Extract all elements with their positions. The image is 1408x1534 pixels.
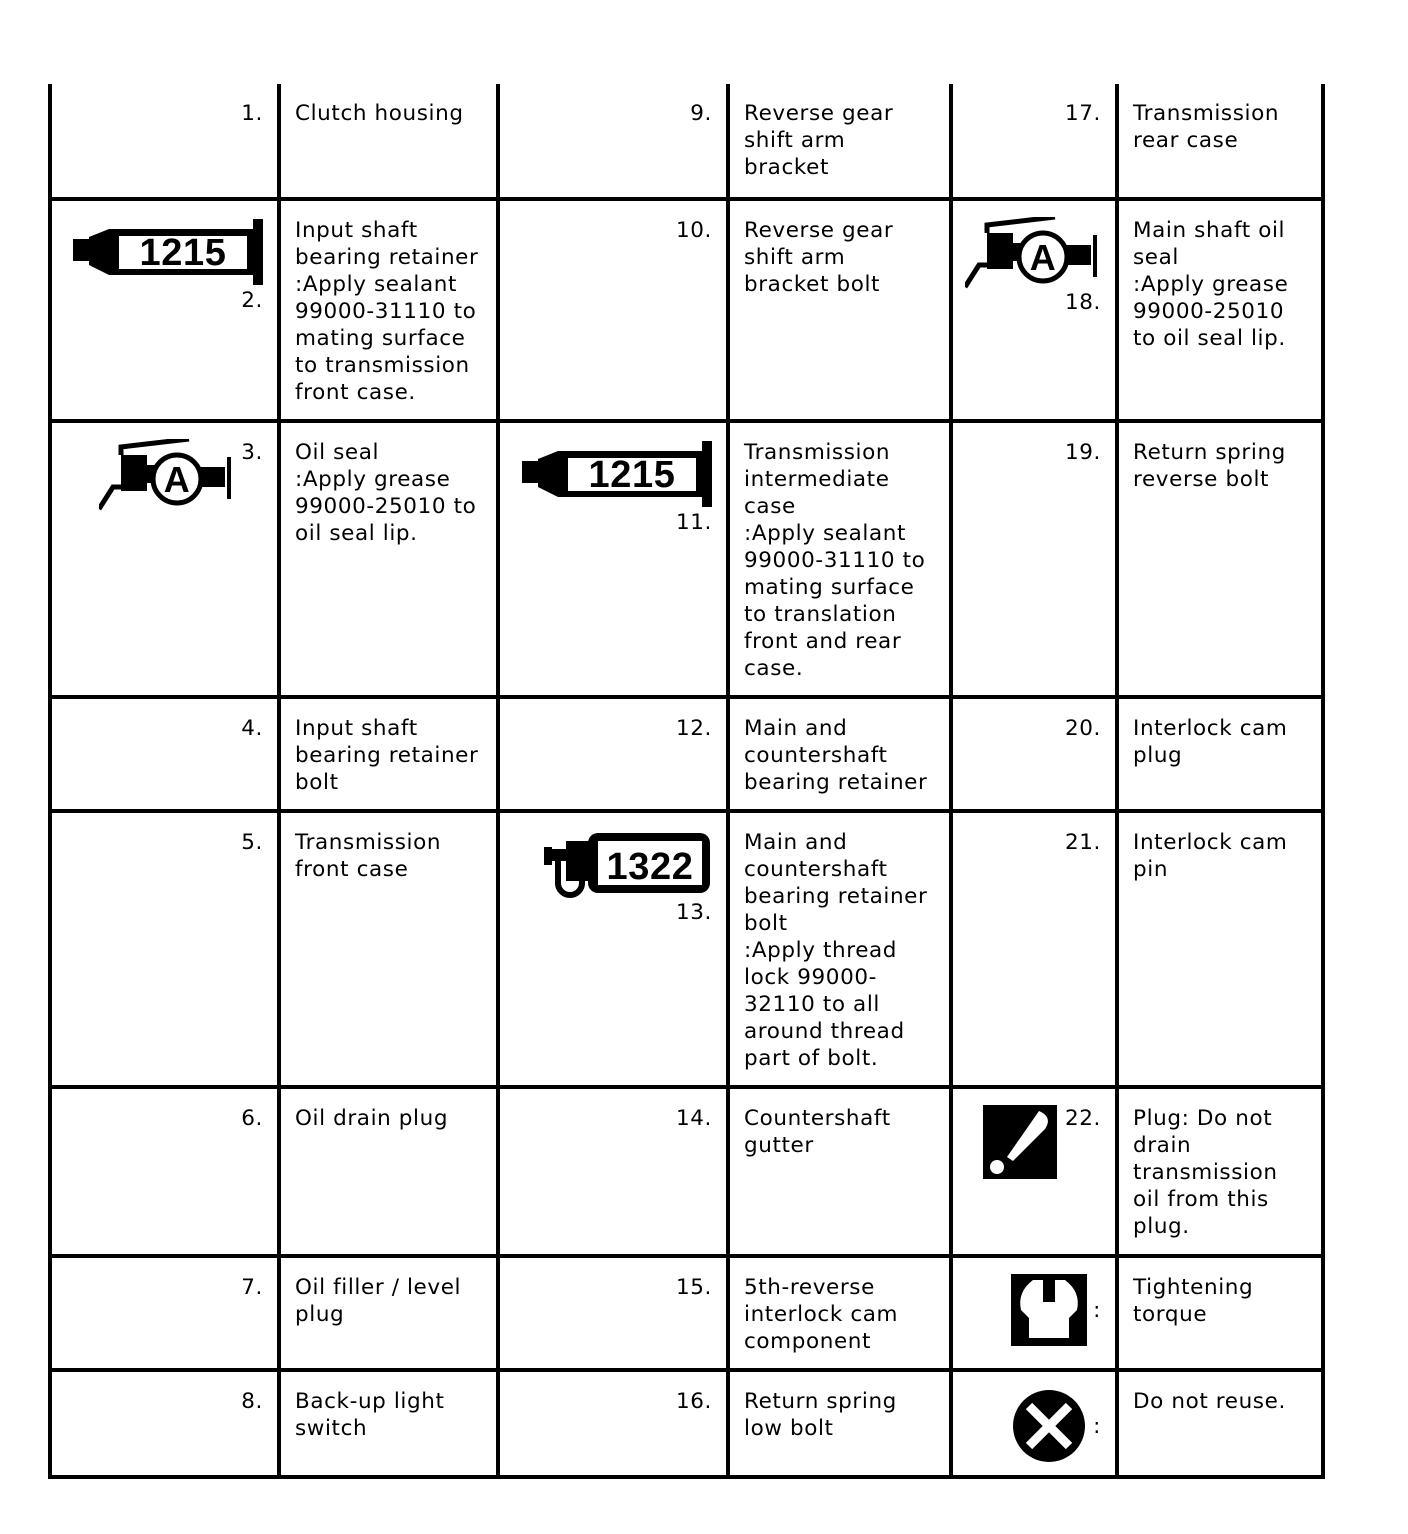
item-description-cell — [1117, 1370, 1323, 1477]
item-number: : — [1093, 1297, 1101, 1323]
item-number-cell — [951, 1256, 1117, 1370]
description-line: Back-up light — [295, 1389, 445, 1414]
table-row — [50, 84, 1323, 199]
item-number-cell — [50, 1087, 279, 1256]
description-line: 99000-31110 to — [295, 299, 477, 324]
description-line: Tightening — [1133, 1275, 1254, 1300]
item-description-cell — [279, 1087, 498, 1256]
description-line: seal — [1133, 245, 1179, 270]
description-line: Clutch housing — [295, 101, 464, 126]
item-description-cell — [728, 1370, 951, 1477]
table-row — [50, 697, 1323, 811]
description-line: :Apply sealant — [295, 272, 457, 297]
item-number-cell — [498, 199, 728, 421]
item-number: 1. — [241, 101, 263, 126]
item-number: 20. — [1065, 716, 1101, 741]
description-line: Reverse gear — [744, 101, 894, 126]
description-line: bearing retainer — [744, 770, 928, 795]
item-description — [744, 1388, 935, 1442]
item-description-cell — [728, 84, 951, 199]
item-number: 14. — [676, 1106, 712, 1131]
description-line: to transmission — [295, 353, 470, 378]
description-line: bracket — [744, 155, 830, 180]
item-number-cell — [951, 1370, 1117, 1477]
description-line: 32110 to all — [744, 992, 880, 1017]
description-line: to oil seal lip. — [1133, 326, 1286, 351]
description-line: intermediate — [744, 467, 890, 492]
description-line: around thread — [744, 1019, 905, 1044]
item-description — [295, 1274, 482, 1328]
description-line: 5th-reverse — [744, 1275, 875, 1300]
description-line: Interlock cam — [1133, 830, 1288, 855]
description-line: bearing retainer — [295, 743, 479, 768]
description-line: bolt — [744, 911, 788, 936]
description-line: Input shaft — [295, 218, 418, 243]
item-number-cell — [498, 84, 728, 199]
item-number-cell — [951, 811, 1117, 1087]
grease-gun-icon — [965, 217, 1101, 289]
parts-legend-table — [48, 84, 1325, 1479]
table-row — [50, 199, 1323, 421]
description-line: Countershaft — [744, 1106, 891, 1131]
table-row — [50, 421, 1323, 697]
item-number: 22. — [1065, 1106, 1101, 1131]
table-row — [50, 1370, 1323, 1477]
item-number: 17. — [1065, 101, 1101, 126]
item-number-cell — [498, 811, 728, 1087]
item-description — [1133, 1388, 1307, 1415]
svg-text:1322: 1322 — [606, 846, 694, 888]
item-description — [295, 1388, 482, 1442]
item-description — [1133, 217, 1307, 352]
description-line: 99000-25010 to — [295, 494, 477, 519]
description-line: front case — [295, 857, 409, 882]
description-line: gutter — [744, 1133, 814, 1158]
thread-lock-tube-icon — [544, 827, 712, 899]
item-number-cell — [498, 1087, 728, 1256]
description-line: :Apply grease — [295, 467, 451, 492]
description-line: reverse bolt — [1133, 467, 1270, 492]
item-description — [744, 1105, 935, 1159]
description-line: low bolt — [744, 1416, 834, 1441]
item-number: 7. — [241, 1275, 263, 1300]
item-description-cell — [279, 1370, 498, 1477]
description-line: bearing retainer — [744, 884, 928, 909]
grease-gun-icon — [99, 439, 235, 511]
description-line: component — [744, 1329, 872, 1354]
item-number-cell — [951, 1087, 1117, 1256]
item-description-cell — [279, 84, 498, 199]
wrench-icon — [1011, 1274, 1087, 1346]
description-line: plug — [295, 1302, 345, 1327]
item-number: 11. — [676, 510, 712, 535]
item-description-cell — [279, 1256, 498, 1370]
item-description-cell — [1117, 199, 1323, 421]
item-number: 16. — [676, 1389, 712, 1414]
item-number-cell — [498, 421, 728, 697]
item-description — [744, 715, 935, 796]
item-number: 3. — [241, 440, 263, 465]
table-row — [50, 1256, 1323, 1370]
item-description — [744, 829, 935, 1072]
do-not-reuse-icon — [1011, 1388, 1087, 1464]
description-line: Input shaft — [295, 716, 418, 741]
description-line: Return spring — [744, 1389, 897, 1414]
item-number-cell — [50, 811, 279, 1087]
description-line: rear case — [1133, 128, 1239, 153]
description-line: case. — [744, 656, 804, 681]
description-line: to translation — [744, 602, 897, 627]
item-number: 21. — [1065, 830, 1101, 855]
item-description — [295, 100, 482, 127]
item-description — [1133, 1274, 1307, 1328]
item-description — [295, 439, 482, 547]
description-line: shift arm — [744, 128, 846, 153]
description-line: Oil seal — [295, 440, 380, 465]
item-number: 8. — [241, 1389, 263, 1414]
description-line: Return spring — [1133, 440, 1286, 465]
description-line: case — [744, 494, 796, 519]
item-description-cell — [1117, 697, 1323, 811]
table-row — [50, 811, 1323, 1087]
description-line: Oil filler / level — [295, 1275, 462, 1300]
item-number-cell — [50, 84, 279, 199]
description-line: pin — [1133, 857, 1169, 882]
item-description-cell — [728, 199, 951, 421]
item-number: 6. — [241, 1106, 263, 1131]
description-line: torque — [1133, 1302, 1208, 1327]
description-line: :Apply thread — [744, 938, 898, 963]
description-line: transmission — [1133, 1160, 1278, 1185]
description-line: part of bolt. — [744, 1046, 879, 1071]
item-number-cell — [951, 199, 1117, 421]
item-description — [1133, 715, 1307, 769]
description-line: countershaft — [744, 743, 888, 768]
item-number-cell — [951, 697, 1117, 811]
description-line: drain — [1133, 1133, 1192, 1158]
item-number-cell — [951, 84, 1117, 199]
item-description — [744, 217, 935, 298]
item-description-cell — [728, 1256, 951, 1370]
description-line: shift arm — [744, 245, 846, 270]
description-line: switch — [295, 1416, 368, 1441]
description-line: Reverse gear — [744, 218, 894, 243]
item-description-cell — [728, 1087, 951, 1256]
item-number-cell — [50, 697, 279, 811]
item-number: 19. — [1065, 440, 1101, 465]
caution-icon — [983, 1105, 1057, 1179]
item-number-cell — [498, 1370, 728, 1477]
item-description — [744, 100, 935, 181]
item-description-cell — [728, 811, 951, 1087]
item-number-cell — [50, 1370, 279, 1477]
description-line: 99000-25010 — [1133, 299, 1285, 324]
description-line: countershaft — [744, 857, 888, 882]
item-number: : — [1093, 1413, 1101, 1439]
description-line: plug — [1133, 743, 1183, 768]
description-line: lock 99000- — [744, 965, 877, 990]
description-line: :Apply sealant — [744, 521, 906, 546]
description-line: Main shaft oil — [1133, 218, 1286, 243]
description-line: bolt — [295, 770, 339, 795]
svg-text:A: A — [1029, 237, 1057, 278]
svg-text:A: A — [163, 459, 191, 500]
item-number: 12. — [676, 716, 712, 741]
item-description — [295, 1105, 482, 1132]
item-number: 13. — [676, 900, 712, 925]
description-line: bracket bolt — [744, 272, 881, 297]
item-number-cell — [498, 1256, 728, 1370]
item-description-cell — [728, 697, 951, 811]
item-number-cell — [498, 697, 728, 811]
description-line: oil from this — [1133, 1187, 1269, 1212]
description-line: front case. — [295, 380, 416, 405]
item-description — [1133, 1105, 1307, 1240]
item-number: 10. — [676, 218, 712, 243]
item-description — [295, 217, 482, 406]
item-number: 18. — [1065, 290, 1101, 315]
item-description-cell — [279, 697, 498, 811]
svg-text:1215: 1215 — [588, 454, 676, 496]
description-line: plug. — [1133, 1214, 1190, 1239]
item-number: 9. — [690, 101, 712, 126]
item-description — [295, 715, 482, 796]
description-line: :Apply grease — [1133, 272, 1289, 297]
item-description — [1133, 829, 1307, 883]
item-number: 15. — [676, 1275, 712, 1300]
description-line: Transmission — [744, 440, 891, 465]
item-description-cell — [279, 811, 498, 1087]
item-description — [1133, 439, 1307, 493]
item-description-cell — [1117, 421, 1323, 697]
description-line: mating surface — [295, 326, 466, 351]
description-line: front and rear — [744, 629, 902, 654]
item-number-cell — [50, 421, 279, 697]
item-description-cell — [1117, 84, 1323, 199]
svg-text:1215: 1215 — [139, 232, 227, 274]
description-line: Transmission — [295, 830, 442, 855]
item-description-cell — [728, 421, 951, 697]
description-line: Transmission — [1133, 101, 1280, 126]
item-description — [744, 1274, 935, 1355]
item-description-cell — [1117, 1256, 1323, 1370]
description-line: mating surface — [744, 575, 915, 600]
item-description-cell — [1117, 811, 1323, 1087]
item-number-cell — [50, 199, 279, 421]
sealant-tube-icon — [73, 215, 263, 287]
description-line: Interlock cam — [1133, 716, 1288, 741]
item-number-cell — [50, 1256, 279, 1370]
description-line: 99000-31110 to — [744, 548, 926, 573]
description-line: Main and — [744, 830, 848, 855]
description-line: Plug: Do not — [1133, 1106, 1273, 1131]
item-description — [744, 439, 935, 682]
description-line: oil seal lip. — [295, 521, 418, 546]
description-line: bearing retainer — [295, 245, 479, 270]
item-description — [295, 829, 482, 883]
item-number: 5. — [241, 830, 263, 855]
description-line: interlock cam — [744, 1302, 899, 1327]
table-row — [50, 1087, 1323, 1256]
description-line: Oil drain plug — [295, 1106, 449, 1131]
item-number: 4. — [241, 716, 263, 741]
item-number-cell — [951, 421, 1117, 697]
item-description-cell — [279, 199, 498, 421]
item-description-cell — [1117, 1087, 1323, 1256]
sealant-tube-icon — [522, 437, 712, 509]
description-line: Do not reuse. — [1133, 1389, 1286, 1414]
item-number: 2. — [241, 288, 263, 313]
item-description — [1133, 100, 1307, 154]
description-line: Main and — [744, 716, 848, 741]
item-description-cell — [279, 421, 498, 697]
